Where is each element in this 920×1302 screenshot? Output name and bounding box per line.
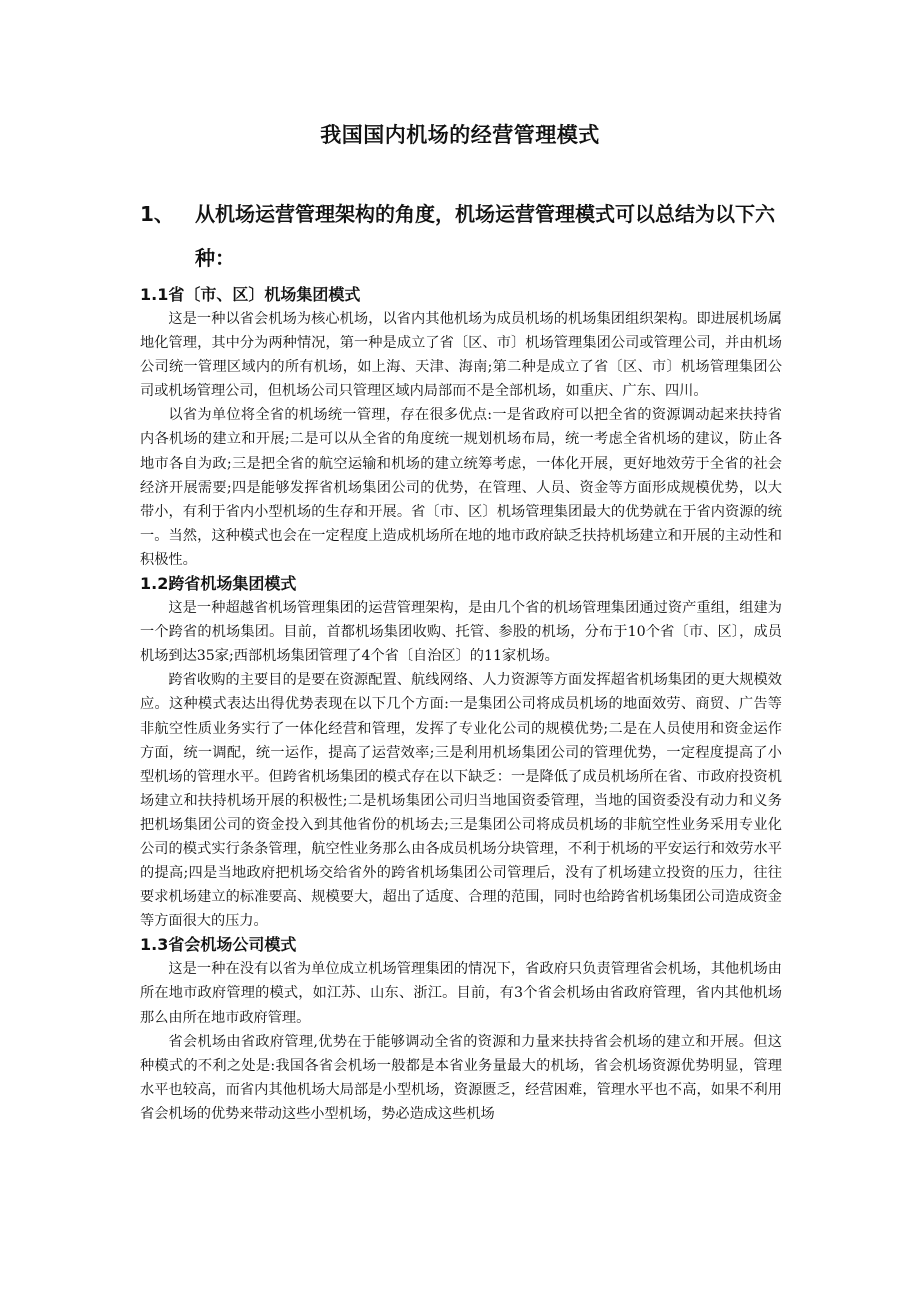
subsection-heading: 1.2跨省机场集团模式 <box>140 574 297 594</box>
heading-number: 1、 <box>140 202 174 226</box>
paragraph: 这是一种在没有以省为单位成立机场管理集团的情况下，省政府只负责管理省会机场，其他机场由所在地市政府管理的模式，如江苏、山东、浙江。目前，有3个省会机场由省政府管理，省内其他机场那么由所在地市政府管理。 <box>140 961 782 1026</box>
subsection-1-1 <box>140 283 782 572</box>
paragraph: 这是一种超越省机场管理集团的运营管理架构，是由几个省的机场管理集团通过资产重组，组建为一个跨省的机场集团。目前，首都机场集团收购、托管、参股的机场，分布于10个省〔市、区〕，成员机场到达35家;西部机场集团管理了4个省〔自治区〕的11家机场。 <box>140 600 782 665</box>
paragraph: 这是一种以省会机场为核心机场，以省内其他机场为成员机场的机场集团组织架构。即进展机场属地化管理，其中分为两种情况，第一种是成立了省〔区、市〕机场管理集团公司或管理公司，并由机场公司统一管理区域内的所有机场，如上海、天津、海南;第二种是成立了省〔区、市〕机场管理集团公司或机场管理公司，但机场公司只管理区域内局部而不是全部机场，如重庆、广东、四川。 <box>140 311 782 400</box>
paragraph: 以省为单位将全省的机场统一管理，存在很多优点:一是省政府可以把全省的资源调动起来扶持省内各机场的建立和开展;二是可以从全省的角度统一规划机场布局，统一考虑全省机场的建议，防止各地市各自为政;三是把全省的航空运输和机场的建立统筹考虑，一体化开展，更好地效劳于全省的社会经济开展需要;四是能够发挥省机场集团公司的优势，在管理、人员、资金等方面形成规模优势，以大带小，有利于省内小型机场的生存和开展。省〔市、区〕机场管理集团最大的优势就在于省内资源的统一。当然，这种模式也会在一定程度上造成机场所在地的地市政府缺乏扶持机场建立和开展的主动性和积极性。 <box>140 407 782 568</box>
document-title: 我国国内机场的经营管理模式 <box>320 123 600 147</box>
subsection-1-2 <box>140 572 782 933</box>
document-body <box>140 283 782 1126</box>
heading-text: 从机场运营管理架构的角度，机场运营管理模式可以总结为以下六种： <box>195 202 775 270</box>
paragraph: 省会机场由省政府管理,优势在于能够调动全省的资源和力量来扶持省会机场的建立和开展。但这种模式的不利之处是:我国各省会机场一般都是本省业务量最大的机场，省会机场资源优势明显，管理水平也较高，而省内其他机场大局部是小型机场，资源匮乏，经营困难，管理水平也不高，如果不利用省会机场的优势来带动这些小型机场，势必造成这些机场 <box>140 1033 782 1122</box>
paragraph: 跨省收购的主要目的是要在资源配置、航线网络、人力资源等方面发挥超省机场集团的更大规模效应。这种模式表达出得优势表现在以下几个方面:一是集团公司将成员机场的地面效劳、商贸、广告等非航空性质业务实行了一体化经营和管理，发挥了专业化公司的规模优势;二是在人员使用和资金运作方面，统一调配，统一运作，提高了运营效率;三是利用机场集团公司的管理优势，一定程度提高了小型机场的管理水平。但跨省机场集团的模式存在以下缺乏：一是降低了成员机场所在省、市政府投资机场建立和扶持机场开展的积极性;二是机场集团公司归当地国资委管理，当地的国资委没有动力和义务把机场集团公司的资金投入到其他省份的机场去;三是集团公司将成员机场的非航空性业务采用专业化公司的模式实行条条管理，航空性业务那么由各成员机场分块管理，不利于机场的平安运行和效劳水平的提高;四是当地政府把机场交给省外的跨省机场集团公司管理后，没有了机场建立投资的压力，往往要求机场建立的标准要高、规模要大，超出了适度、合理的范围，同时也给跨省机场集团公司造成资金等方面很大的压力。 <box>140 672 782 930</box>
subsection-heading: 1.3省会机场公司模式 <box>140 935 297 955</box>
section-heading-1 <box>140 192 790 280</box>
subsection-heading: 1.1省〔市、区〕机场集团模式 <box>140 285 361 304</box>
subsection-1-3 <box>140 933 782 1126</box>
